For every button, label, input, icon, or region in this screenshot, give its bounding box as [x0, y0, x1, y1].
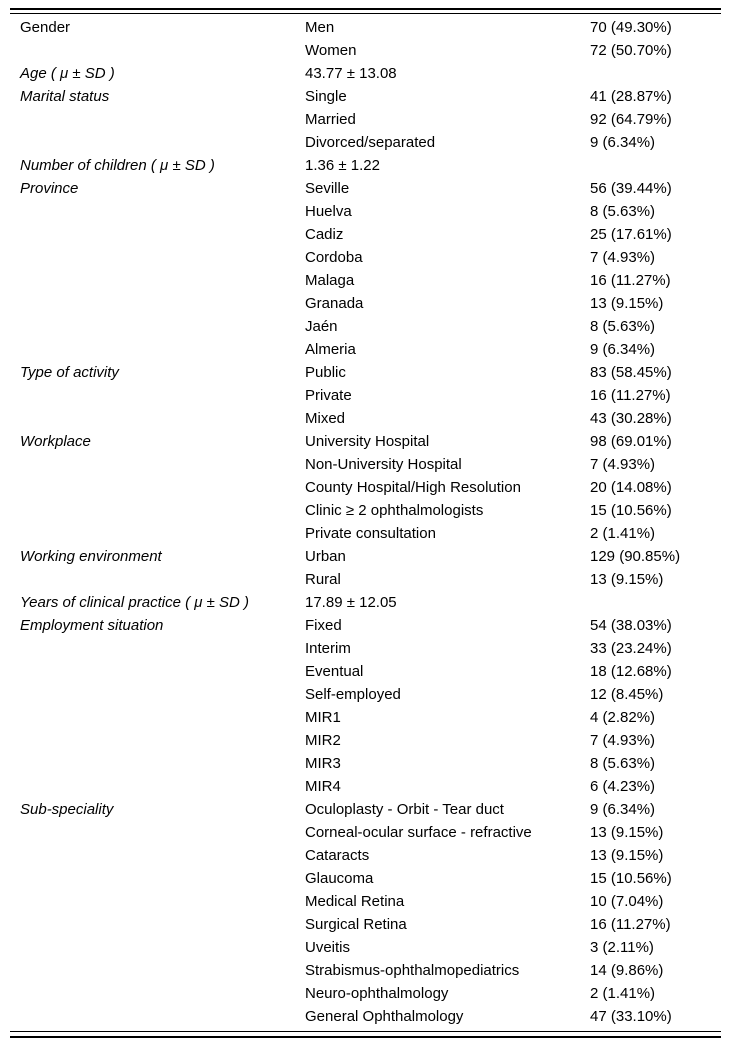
value-cell: 92 (64.79%) — [590, 111, 672, 128]
table-row — [10, 959, 721, 982]
value-cell: 72 (50.70%) — [590, 42, 672, 59]
category-cell — [10, 568, 295, 591]
label-cell: 1.36 ± 1.22 — [305, 157, 380, 174]
value-cell: 12 (8.45%) — [590, 686, 664, 703]
category-cell — [10, 660, 295, 683]
label-cell: Men — [305, 19, 335, 36]
value-cell: 83 (58.45%) — [590, 364, 672, 381]
table-row — [10, 384, 721, 407]
category-cell — [10, 384, 295, 407]
table-row — [10, 982, 721, 1005]
table-row — [10, 246, 721, 269]
category-cell — [10, 200, 295, 223]
category-cell: Gender — [20, 19, 71, 36]
value-cell: 7 (4.93%) — [590, 456, 656, 473]
category-cell — [10, 913, 295, 936]
category-cell — [10, 683, 295, 706]
table-row — [10, 775, 721, 798]
table-row — [10, 108, 721, 131]
value-cell: 2 (1.41%) — [590, 525, 656, 542]
category-cell — [10, 476, 295, 499]
label-cell: Cataracts — [305, 847, 370, 864]
table-row — [10, 177, 721, 200]
table-row — [10, 614, 721, 637]
value-cell: 13 (9.15%) — [590, 824, 664, 841]
table-row — [10, 361, 721, 384]
demographics-table — [10, 8, 721, 1038]
label-cell: Interim — [305, 640, 351, 657]
label-cell: Private consultation — [305, 525, 436, 542]
category-cell: Workplace — [20, 433, 91, 450]
table-row — [10, 706, 721, 729]
value-cell: 7 (4.93%) — [590, 249, 656, 266]
label-cell: Neuro-ophthalmology — [305, 985, 449, 1002]
category-cell — [10, 844, 295, 867]
table-row — [10, 154, 721, 177]
label-cell: County Hospital/High Resolution — [305, 479, 521, 496]
table-row — [10, 499, 721, 522]
label-cell: Malaga — [305, 272, 355, 289]
value-cell: 16 (11.27%) — [590, 272, 671, 289]
value-cell: 14 (9.86%) — [590, 962, 664, 979]
value-cell: 13 (9.15%) — [590, 571, 664, 588]
category-cell — [10, 223, 295, 246]
label-cell: MIR3 — [305, 755, 341, 772]
label-cell: Clinic ≥ 2 ophthalmologists — [305, 502, 484, 519]
value-cell: 16 (11.27%) — [590, 916, 671, 933]
value-cell: 9 (6.34%) — [590, 341, 656, 358]
category-cell: Sub-speciality — [20, 801, 114, 818]
value-cell: 33 (23.24%) — [590, 640, 672, 657]
value-cell: 47 (33.10%) — [590, 1008, 672, 1025]
table-row — [10, 269, 721, 292]
label-cell: Seville — [305, 180, 350, 197]
value-cell: 7 (4.93%) — [590, 732, 656, 749]
category-cell — [10, 269, 295, 292]
value-cell: 25 (17.61%) — [590, 226, 672, 243]
label-cell: Single — [305, 88, 347, 105]
label-cell: Private — [305, 387, 352, 404]
category-cell: Province — [20, 180, 79, 197]
value-cell: 2 (1.41%) — [590, 985, 656, 1002]
value-cell: 43 (30.28%) — [590, 410, 672, 427]
label-cell: Women — [305, 42, 357, 59]
category-cell — [10, 453, 295, 476]
category-cell — [10, 752, 295, 775]
table-row — [10, 62, 721, 85]
value-cell: 129 (90.85%) — [590, 548, 681, 565]
category-cell — [10, 499, 295, 522]
label-cell: Rural — [305, 571, 341, 588]
value-cell: 16 (11.27%) — [590, 387, 671, 404]
table-row — [10, 545, 721, 568]
category-cell: Marital status — [20, 88, 110, 105]
table-row — [10, 752, 721, 775]
category-cell — [10, 775, 295, 798]
value-cell: 18 (12.68%) — [590, 663, 672, 680]
table-row — [10, 338, 721, 361]
category-cell — [10, 522, 295, 545]
category-cell: Number of children ( μ ± SD ) — [20, 157, 215, 174]
category-cell — [10, 637, 295, 660]
table-row — [10, 913, 721, 936]
value-cell: 41 (28.87%) — [590, 88, 672, 105]
label-cell: Oculoplasty - Orbit - Tear duct — [305, 801, 504, 818]
label-cell: Fixed — [305, 617, 342, 634]
value-cell: 8 (5.63%) — [590, 755, 656, 772]
value-cell: 8 (5.63%) — [590, 318, 656, 335]
value-cell: 13 (9.15%) — [590, 847, 664, 864]
value-cell: 10 (7.04%) — [590, 893, 664, 910]
value-cell: 54 (38.03%) — [590, 617, 672, 634]
table-row — [10, 936, 721, 959]
label-cell: MIR1 — [305, 709, 341, 726]
label-cell: University Hospital — [305, 433, 430, 450]
label-cell: General Ophthalmology — [305, 1008, 464, 1025]
value-cell: 6 (4.23%) — [590, 778, 656, 795]
label-cell: MIR4 — [305, 778, 341, 795]
category-cell: Working environment — [20, 548, 162, 565]
value-cell: 15 (10.56%) — [590, 870, 672, 887]
label-cell: Married — [305, 111, 356, 128]
table-row — [10, 131, 721, 154]
label-cell: Huelva — [305, 203, 352, 220]
table-row — [10, 407, 721, 430]
value-cell — [580, 62, 721, 85]
table-top-rule-outer — [10, 8, 721, 10]
table-row — [10, 453, 721, 476]
category-cell — [10, 39, 295, 62]
label-cell: Cordoba — [305, 249, 363, 266]
table-row — [10, 729, 721, 752]
label-cell: Uveitis — [305, 939, 351, 956]
table-row — [10, 39, 721, 62]
label-cell: Divorced/separated — [305, 134, 436, 151]
table-row — [10, 200, 721, 223]
category-cell — [10, 936, 295, 959]
value-cell: 4 (2.82%) — [590, 709, 656, 726]
value-cell: 3 (2.11%) — [590, 939, 654, 956]
label-cell: 43.77 ± 13.08 — [305, 65, 397, 82]
value-cell: 98 (69.01%) — [590, 433, 672, 450]
category-cell: Years of clinical practice ( μ ± SD ) — [20, 594, 250, 611]
category-cell — [10, 292, 295, 315]
label-cell: Jaén — [305, 318, 338, 335]
category-cell: Age ( μ ± SD ) — [20, 65, 115, 82]
table-bottom-rule-outer — [10, 1036, 721, 1038]
value-cell — [580, 154, 721, 177]
table-row — [10, 568, 721, 591]
table-row — [10, 16, 721, 39]
category-cell — [10, 108, 295, 131]
table-row — [10, 844, 721, 867]
table-row — [10, 1005, 721, 1028]
table-row — [10, 683, 721, 706]
category-cell — [10, 407, 295, 430]
value-cell: 13 (9.15%) — [590, 295, 664, 312]
label-cell: Surgical Retina — [305, 916, 407, 933]
table-row — [10, 798, 721, 821]
label-cell: Self-employed — [305, 686, 401, 703]
category-cell — [10, 982, 295, 1005]
value-cell: 15 (10.56%) — [590, 502, 672, 519]
label-cell: Public — [305, 364, 346, 381]
label-cell: MIR2 — [305, 732, 341, 749]
value-cell: 20 (14.08%) — [590, 479, 672, 496]
label-cell: Mixed — [305, 410, 346, 427]
table-bottom-rule-inner — [10, 1031, 721, 1032]
table-row — [10, 430, 721, 453]
table-row — [10, 85, 721, 108]
table-row — [10, 223, 721, 246]
label-cell: 17.89 ± 12.05 — [305, 594, 397, 611]
label-cell: Cadiz — [305, 226, 344, 243]
value-cell: 9 (6.34%) — [590, 801, 656, 818]
table-row — [10, 637, 721, 660]
label-cell: Eventual — [305, 663, 364, 680]
category-cell — [10, 1005, 295, 1028]
table-row — [10, 591, 721, 614]
category-cell — [10, 338, 295, 361]
table-row — [10, 867, 721, 890]
category-cell — [10, 729, 295, 752]
label-cell: Urban — [305, 548, 346, 565]
table-row — [10, 522, 721, 545]
table-row — [10, 660, 721, 683]
table-row — [10, 292, 721, 315]
category-cell — [10, 867, 295, 890]
label-cell: Glaucoma — [305, 870, 374, 887]
category-cell — [10, 959, 295, 982]
label-cell: Corneal-ocular surface - refractive — [305, 824, 532, 841]
category-cell: Employment situation — [20, 617, 164, 634]
table-row — [10, 890, 721, 913]
label-cell: Medical Retina — [305, 893, 405, 910]
table-body — [10, 14, 721, 1031]
category-cell — [10, 821, 295, 844]
category-cell — [10, 131, 295, 154]
category-cell — [10, 706, 295, 729]
category-cell — [10, 890, 295, 913]
label-cell: Almeria — [305, 341, 356, 358]
value-cell: 70 (49.30%) — [590, 19, 672, 36]
table-row — [10, 821, 721, 844]
category-cell: Type of activity — [20, 364, 119, 381]
category-cell — [10, 246, 295, 269]
table-row — [10, 315, 721, 338]
label-cell: Granada — [305, 295, 364, 312]
label-cell: Strabismus-ophthalmopediatrics — [305, 962, 520, 979]
value-cell: 8 (5.63%) — [590, 203, 656, 220]
label-cell: Non-University Hospital — [305, 456, 462, 473]
category-cell — [10, 315, 295, 338]
value-cell: 56 (39.44%) — [590, 180, 672, 197]
table-row — [10, 476, 721, 499]
value-cell: 9 (6.34%) — [590, 134, 656, 151]
value-cell — [580, 591, 721, 614]
